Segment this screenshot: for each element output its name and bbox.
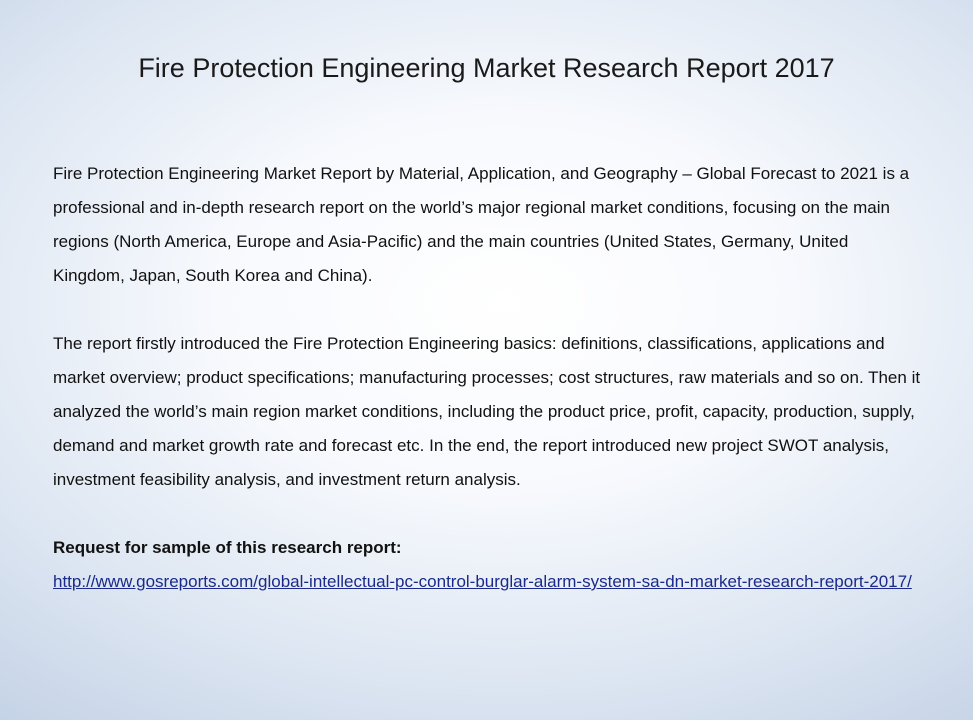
page-title: Fire Protection Engineering Market Research Report 2017 [138,53,835,83]
details-paragraph: The report firstly introduced the Fire Protection Engineering basics: definitions, classifications, applications and market overview; product specifications; manufacturing processes; cost structures, raw materials and so on. Then it analyzed the world’s main region market conditions, including the product price, profit, capacity, production, supply, demand and market growth rate and forecast etc. In the end, the report introduced new project SWOT analysis, investment feasibility analysis, and investment return analysis. [53,334,921,489]
slide-body [53,157,923,599]
intro-paragraph: Fire Protection Engineering Market Report by Material, Application, and Geography – Global Forecast to 2021 is a professional and in-depth research report on the world’s major regional market conditions, focusing on the main regions (North America, Europe and Asia-Pacific) and the main countries (United States, Germany, United Kingdom, Japan, South Korea and China). [53,164,910,285]
sample-request [53,531,923,599]
sample-report-link[interactable]: http://www.gosreports.com/global-intellectual-pc-control-burglar-alarm-system-sa-dn-market-research-report-2017/ [53,572,912,591]
sample-request-label: Request for sample of this research report: [53,538,402,557]
